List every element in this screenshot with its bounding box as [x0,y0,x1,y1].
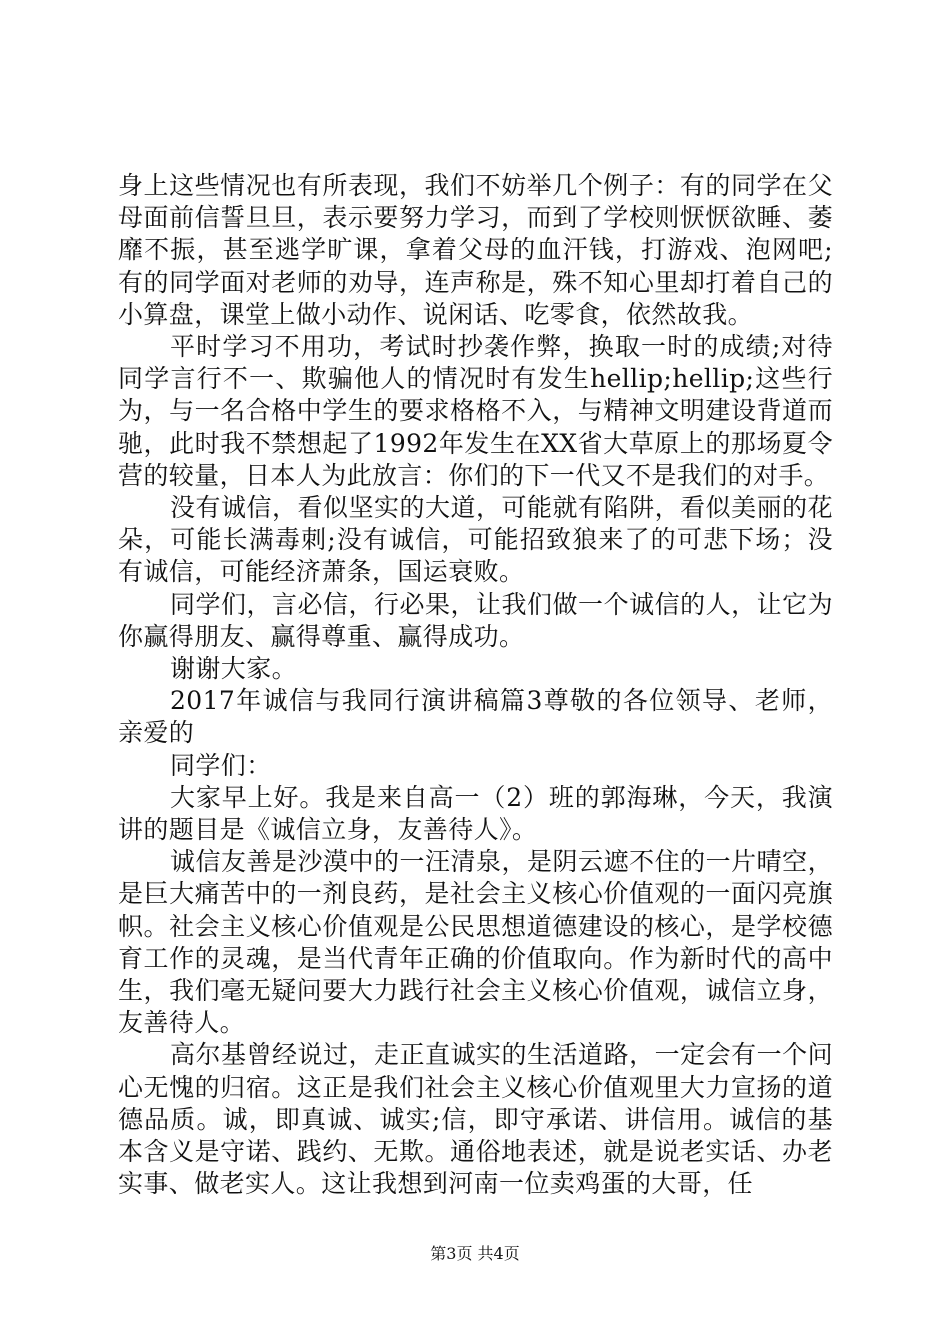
paragraph-cheating: 平时学习不用功，考试时抄袭作弊，换取一时的成绩;对待同学言行不一、欺骗他人的情况时有发生hellip;hellip;这些行为，与一名合格中学生的要求格格不入，与精神文明建设背道而驰，此时我不禁想起了1992年发生在XX省大草原上的那场夏令营的较量，日本人为此放言：你们的下一代又不是我们的对手。 [118,332,833,490]
paragraph-core-values: 诚信友善是沙漠中的一汪清泉，是阴云遮不住的一片晴空，是巨大痛苦中的一剂良药，是社会主义核心价值观的一面闪亮旗帜。社会主义核心价值观是公民思想道德建设的核心，是学校德育工作的灵魂，是当代青年正确的价值取向。作为新时代的高中生，我们毫无疑问要大力践行社会主义核心价值观，诚信立身，友善待人。 [118,847,833,1038]
paragraph-gorky-quote: 高尔基曾经说过，走正直诚实的生活道路，一定会有一个问心无愧的归宿。这正是我们社会主义核心价值观里大力宣扬的道德品质。诚，即真诚、诚实;信，即守承诺、讲信用。诚信的基本含义是守诺、践约、无欺。通俗地表述，就是说老实话、办老实事、做老实人。这让我想到河南一位卖鸡蛋的大哥，任 [118,1040,833,1199]
paragraph-salutation: 同学们： [170,750,272,780]
document-body [118,170,833,1201]
page-number-footer: 第3页 共4页 [430,1244,520,1263]
paragraph-speech-heading: 2017年诚信与我同行演讲稿篇3尊敬的各位领导、老师，亲爱的 [118,686,833,748]
paragraph-continuation: 身上这些情况也有所表现，我们不妨举几个例子：有的同学在父母面前信誓旦旦，表示要努力学习，而到了学校则恹恹欲睡、萎靡不振，甚至逃学旷课，拿着父母的血汗钱，打游戏、泡网吧;有的同学面对老师的劝导，连声称是，殊不知心里却打着自己的小算盘，课堂上做小动作、说闲话、吃零食，依然故我。 [118,171,833,329]
paragraph-greeting: 大家早上好。我是来自高一（2）班的郭海琳，今天，我演讲的题目是《诚信立身，友善待人》。 [118,782,833,845]
paragraph-call-to-action: 同学们，言必信，行必果，让我们做一个诚信的人，让它为你赢得朋友、赢得尊重、赢得成功。 [118,589,833,651]
paragraph-without-integrity: 没有诚信，看似坚实的大道，可能就有陷阱，看似美丽的花朵，可能长满毒刺;没有诚信，可能招致狼来了的可悲下场；没有诚信，可能经济萧条，国运衰败。 [118,493,833,587]
paragraph-thanks: 谢谢大家。 [170,654,298,684]
